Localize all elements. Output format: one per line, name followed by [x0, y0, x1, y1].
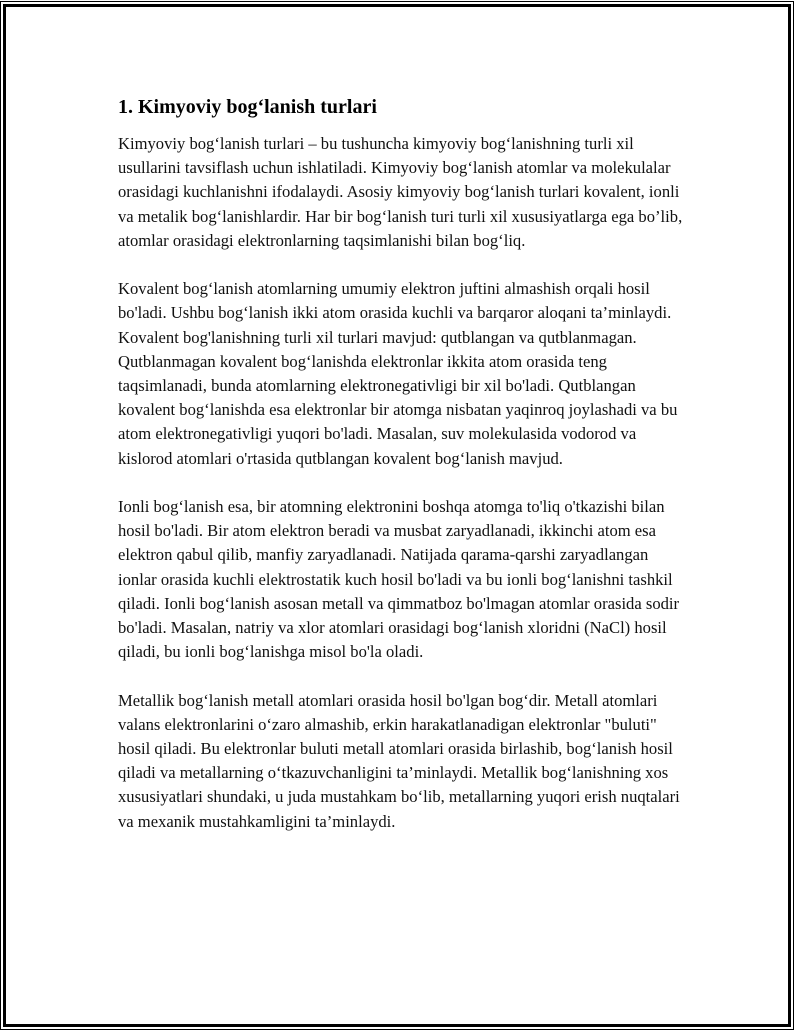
- document-body: [118, 94, 690, 834]
- paragraph-covalent: Kovalent bog‘lanish atomlarning umumiy elektron juftini almashish orqali hosil bo'ladi. Ushbu bog‘lanish ikki atom orasida kuchli va barqaror aloqani ta’minlaydi. Kovalent bog'lanishning turli xil turlari mavjud: qutblangan va qutblanmagan. Qutblanmagan kovalent bog‘lanishda elektronlar ikkita atom orasida teng taqsimlanadi, bunda atomlarning elektronegativligi bir xil bo'ladi. Qutblangan kovalent bog‘lanishda esa elektronlar bir atomga nisbatan yaqinroq joylashadi va bu atom elektronegativligi yuqori bo'ladi. Masalan, suv molekulasida vodorod va kislorod atomlari o'rtasida qutblangan kovalent bog‘lanish mavjud.: [118, 279, 678, 468]
- paragraph-metallic: Metallik bog‘lanish metall atomlari orasida hosil bo'lgan bog‘dir. Metall atomlari valans elektronlarini o‘zaro almashib, erkin harakatlanadigan elektronlar "buluti" hosil qiladi. Bu elektronlar buluti metall atomlari orasida birlashib, bog‘lanish hosil qiladi va metallarning o‘tkazuvchanligini ta’minlaydi. Metallik bog‘lanishning xos xususiyatlari shundaki, u juda mustahkam bo‘lib, metallarning yuqori erish nuqtalari va mexanik mustahkamligini ta’minlaydi.: [118, 690, 680, 831]
- section-heading: 1. Kimyoviy bog‘lanish turlari: [118, 96, 377, 118]
- paragraph-ionic: Ionli bog‘lanish esa, bir atomning elektronini boshqa atomga to'liq o'tkazishi bilan hosil bo'ladi. Bir atom elektron beradi va musbat zaryadlanadi, ikkinchi atom esa elektron qabul qilib, manfiy zaryadlanadi. Natijada qarama-qarshi zaryadlangan ionlar orasida kuchli elektrostatik kuch hosil bo'ladi va bu ionli bog‘lanishni tashkil qiladi. Ionli bog‘lanish asosan metall va qimmatboz bo'lmagan atomlar orasida sodir bo'ladi. Masalan, natriy va xlor atomlari orasidagi bog‘lanish xloridni (NaCl) hosil qiladi, bu ionli bog‘lanishga misol bo'la oladi.: [118, 497, 680, 662]
- paragraph-intro: Kimyoviy bog‘lanish turlari – bu tushuncha kimyoviy bog‘lanishning turli xil usullarini tavsiflash uchun ishlatiladi. Kimyoviy bog‘lanish atomlar va molekulalar orasidagi kuchlanishni ifodalaydi. Asosiy kimyoviy bog‘lanish turlari kovalent, ionli va metalik bog‘lanishlardir. Har bir bog‘lanish turi turli xil xususiyatlarga ega bo’lib, atomlar orasidagi elektronlarning taqsimlanishi bilan bog‘liq.: [118, 134, 683, 250]
